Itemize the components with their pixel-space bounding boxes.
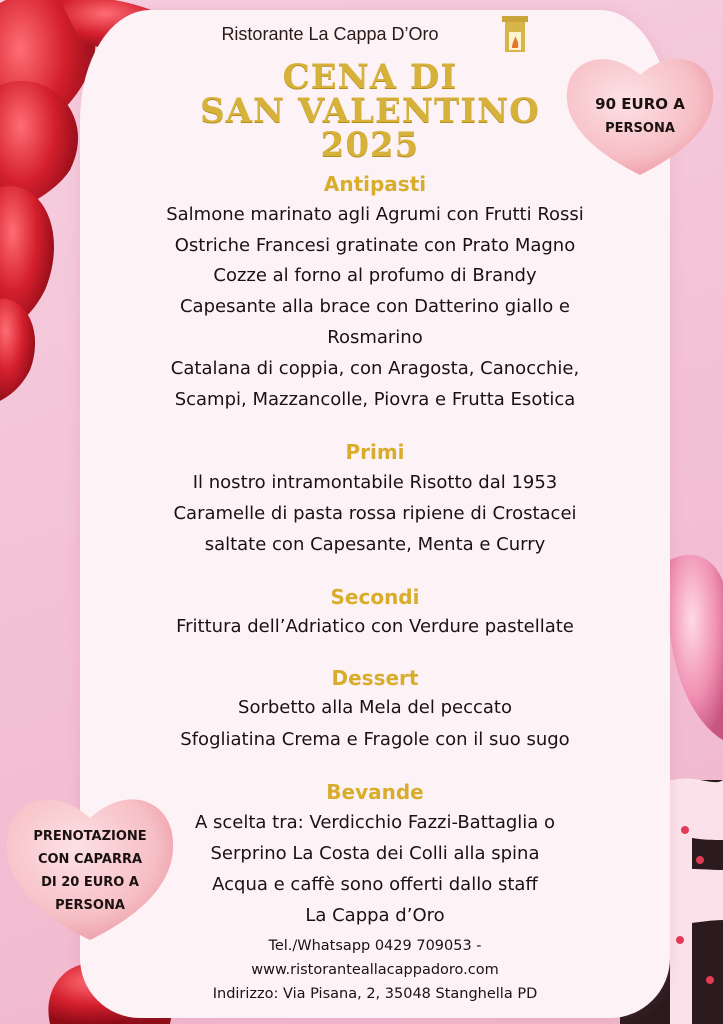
contact-website[interactable]: www.ristoranteallacappadoro.com bbox=[251, 962, 499, 978]
section-dessert-title: Dessert bbox=[331, 666, 419, 690]
menu-item: saltate con Capesante, Menta e Curry bbox=[204, 534, 546, 555]
section-primi-title: Primi bbox=[345, 440, 405, 464]
menu-item: Il nostro intramontabile Risotto dal 1953 bbox=[192, 472, 558, 493]
menu-item: Sorbetto alla Mela del peccato bbox=[238, 697, 512, 718]
title-line-1: CENA DI bbox=[282, 57, 458, 97]
menu-item: Ostriche Francesi gratinate con Prato Magno bbox=[174, 235, 576, 256]
title-line-3: 2025 bbox=[320, 125, 420, 165]
restaurant-name: Ristorante La Cappa D’Oro bbox=[221, 24, 439, 44]
price-line-2: PERSONA bbox=[605, 121, 675, 136]
menu-item: Sfogliatina Crema e Fragole con il suo sugo bbox=[180, 729, 570, 750]
menu-item: Catalana di coppia, con Aragosta, Canocchie, bbox=[170, 358, 580, 379]
section-bevande-title: Bevande bbox=[326, 780, 424, 804]
menu-item: A scelta tra: Verdicchio Fazzi-Battaglia o bbox=[194, 812, 556, 833]
section-secondi-title: Secondi bbox=[330, 585, 420, 609]
menu-item: Frittura dell’Adriatico con Verdure pastellate bbox=[176, 616, 574, 637]
menu-item: Acqua e caffè sono offerti dallo staff bbox=[212, 874, 538, 895]
menu-item: Rosmarino bbox=[327, 327, 423, 348]
section-antipasti-title: Antipasti bbox=[323, 172, 427, 196]
reservation-line-3: DI 20 EURO A bbox=[41, 875, 139, 890]
menu-item: Caramelle di pasta rossa ripiene di Crostacei bbox=[173, 503, 577, 524]
menu-item: La Cappa d’Oro bbox=[305, 905, 445, 926]
menu-item: Cozze al forno al profumo di Brandy bbox=[213, 265, 537, 286]
menu-item: Scampi, Mazzancolle, Piovra e Frutta Esotica bbox=[174, 389, 576, 410]
menu-item: Capesante alla brace con Datterino giallo e bbox=[179, 296, 571, 317]
fireplace-logo-icon bbox=[500, 14, 530, 54]
reservation-line-1: PRENOTAZIONE bbox=[33, 829, 147, 844]
title-line-2: SAN VALENTINO bbox=[200, 91, 540, 131]
menu-item: Salmone marinato agli Agrumi con Frutti Rossi bbox=[166, 204, 584, 225]
menu-item: Serprino La Costa dei Colli alla spina bbox=[210, 843, 540, 864]
contact-phone: Tel./Whatsapp 0429 709053 - bbox=[268, 938, 482, 954]
contact-address: Indirizzo: Via Pisana, 2, 35048 Stanghella PD bbox=[212, 986, 538, 1002]
reservation-line-4: PERSONA bbox=[55, 898, 125, 913]
reservation-line-2: CON CAPARRA bbox=[37, 852, 143, 867]
price-line-1: 90 EURO A bbox=[595, 95, 685, 113]
